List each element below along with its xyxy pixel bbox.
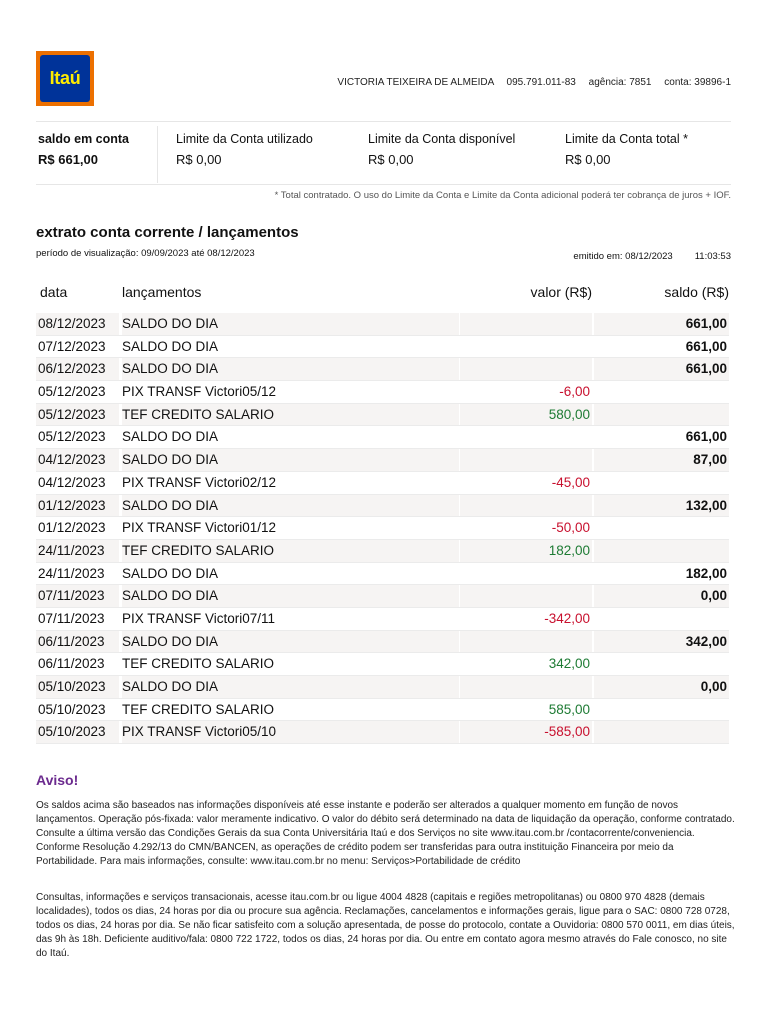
notice-title: Aviso! [36, 772, 79, 788]
statement-emitted [573, 251, 731, 262]
row-description: SALDO DO DIA [122, 358, 459, 380]
row-description: SALDO DO DIA [122, 676, 459, 698]
balance-summary [36, 126, 731, 183]
table-row [36, 336, 729, 359]
table-row [36, 676, 729, 699]
row-date: 04/12/2023 [38, 474, 106, 490]
row-value [460, 358, 592, 380]
row-date: 05/12/2023 [36, 404, 119, 426]
account-agency: agência: 7851 [588, 77, 652, 88]
row-description: SALDO DO DIA [122, 585, 459, 607]
row-balance [594, 381, 729, 403]
row-balance [594, 653, 729, 675]
row-date: 06/11/2023 [36, 631, 119, 653]
row-description: TEF CREDITO SALARIO [122, 404, 459, 426]
row-date: 05/12/2023 [38, 384, 106, 400]
column-value: valor (R$) [530, 284, 592, 300]
table-row [36, 653, 729, 676]
row-balance [594, 699, 729, 721]
table-row [36, 404, 729, 427]
row-balance [594, 540, 729, 562]
row-value [460, 585, 592, 607]
row-description: PIX TRANSF Victori05/10 [122, 721, 459, 743]
limit-footnote: * Total contratado. O uso do Limite da Conta e Limite da Conta adicional poderá ter cobrança de juros + IOF. [274, 190, 731, 201]
divider [36, 121, 731, 122]
table-row [36, 381, 729, 404]
row-balance: 87,00 [594, 449, 729, 471]
row-value [460, 313, 592, 335]
notice-text: Os saldos acima são baseados nas informações disponíveis até esse instante e poderão ser alterados a qualquer momento em função de novos lançamentos. Operação pós-fixada: valor meramente indicativo. O valor do débito será determinado na data de liquidação da operação, conforme contratado. Consulte a última versão das Condições Gerais da sua Conta Universitária Itaú e dos Serviços no site www.itau.com.br /contacorrente/conveniencia. Conforme Resolução 4.292/13 do CMN/BANCEN, as operações de crédito podem ser transferidas para outra instituição Financeira por meio da Portabilidade. Para mais informações, consulte: www.itau.com.br no menu: Serviços>Portabilidade de crédito [36, 800, 735, 867]
row-balance [594, 472, 729, 494]
summary-divider [157, 126, 158, 183]
row-description: PIX TRANSF Victori07/11 [122, 610, 276, 626]
row-value: -50,00 [551, 520, 590, 536]
row-value: -342,00 [544, 610, 590, 626]
row-description: SALDO DO DIA [122, 631, 459, 653]
row-description: PIX TRANSF Victori05/12 [122, 384, 277, 400]
row-description: TEF CREDITO SALARIO [122, 540, 459, 562]
summary-limit-used [176, 126, 313, 183]
itau-logo [36, 51, 94, 106]
table-row [36, 540, 729, 563]
summary-value: R$ 661,00 [38, 152, 98, 167]
row-date: 24/11/2023 [36, 540, 119, 562]
row-description: SALDO DO DIA [122, 449, 459, 471]
row-description: SALDO DO DIA [122, 429, 219, 445]
row-value: -585,00 [460, 721, 592, 743]
row-description: SALDO DO DIA [122, 495, 459, 517]
row-value: -6,00 [559, 384, 590, 400]
row-balance: 661,00 [685, 338, 727, 354]
statement-table-body [36, 313, 729, 744]
row-balance [594, 517, 729, 539]
row-date: 07/11/2023 [36, 585, 119, 607]
row-description: TEF CREDITO SALARIO [122, 701, 275, 717]
row-date: 08/12/2023 [36, 313, 119, 335]
row-balance: 0,00 [594, 676, 729, 698]
row-value [460, 631, 592, 653]
table-row [36, 608, 729, 631]
row-value [460, 563, 592, 585]
table-row [36, 517, 729, 540]
account-holder-cpf: 095.791.011-83 [506, 77, 576, 88]
summary-value: R$ 0,00 [565, 152, 611, 167]
row-date: 01/12/2023 [36, 495, 119, 517]
row-description: SALDO DO DIA [122, 338, 219, 354]
table-row [36, 313, 729, 336]
row-date: 01/12/2023 [38, 520, 106, 536]
table-row [36, 563, 729, 586]
row-value [460, 336, 592, 358]
row-balance [594, 721, 729, 743]
row-description: SALDO DO DIA [122, 565, 219, 581]
account-holder-name: VICTORIA TEIXEIRA DE ALMEIDA [337, 77, 494, 88]
table-row [36, 426, 729, 449]
row-date: 05/10/2023 [38, 701, 106, 717]
statement-table-header [36, 284, 731, 304]
logo-text: Itaú [40, 55, 90, 102]
row-balance: 132,00 [594, 495, 729, 517]
emitted-date: emitido em: 08/12/2023 [573, 251, 673, 262]
summary-label: saldo em conta [38, 132, 129, 146]
table-row [36, 585, 729, 608]
column-balance: saldo (R$) [664, 284, 729, 300]
row-balance: 661,00 [594, 313, 729, 335]
summary-label: Limite da Conta utilizado [176, 132, 313, 146]
summary-limit-available [368, 126, 515, 183]
row-value: 585,00 [548, 701, 590, 717]
row-date: 07/11/2023 [38, 610, 105, 626]
row-value [460, 426, 592, 448]
summary-label: Limite da Conta disponível [368, 132, 516, 146]
row-balance [594, 404, 729, 426]
row-value: 182,00 [460, 540, 592, 562]
row-date: 07/12/2023 [38, 338, 106, 354]
row-value: -45,00 [551, 474, 590, 490]
summary-value: R$ 0,00 [176, 152, 222, 167]
divider [36, 184, 731, 185]
row-description: PIX TRANSF Victori02/12 [122, 474, 277, 490]
row-value [460, 495, 592, 517]
table-row [36, 631, 729, 654]
row-balance: 0,00 [594, 585, 729, 607]
table-row [36, 358, 729, 381]
column-description: lançamentos [122, 284, 202, 300]
row-date: 05/10/2023 [36, 721, 119, 743]
table-row [36, 699, 729, 722]
row-balance: 342,00 [594, 631, 729, 653]
row-date: 04/12/2023 [36, 449, 119, 471]
row-value: 580,00 [460, 404, 592, 426]
statement-period: período de visualização: 09/09/2023 até 08/12/2023 [36, 248, 255, 259]
row-date: 06/11/2023 [38, 656, 105, 672]
column-date: data [40, 284, 68, 300]
row-description: SALDO DO DIA [122, 313, 459, 335]
summary-limit-total [565, 126, 688, 183]
row-date: 24/11/2023 [38, 565, 105, 581]
row-description: PIX TRANSF Victori01/12 [122, 520, 277, 536]
row-balance [594, 608, 729, 630]
summary-label: Limite da Conta total * [565, 132, 688, 146]
row-value [460, 449, 592, 471]
row-value [460, 676, 592, 698]
statement-title: extrato conta corrente / lançamentos [36, 224, 299, 241]
table-row [36, 449, 729, 472]
summary-balance [38, 126, 129, 183]
table-row [36, 472, 729, 495]
row-balance: 661,00 [685, 429, 727, 445]
summary-value: R$ 0,00 [368, 152, 414, 167]
row-value: 342,00 [548, 656, 590, 672]
row-date: 05/10/2023 [36, 676, 119, 698]
row-date: 06/12/2023 [36, 358, 119, 380]
row-balance: 182,00 [685, 565, 727, 581]
row-description: TEF CREDITO SALARIO [122, 656, 275, 672]
row-date: 05/12/2023 [38, 429, 106, 445]
table-row [36, 495, 729, 518]
table-row [36, 721, 729, 744]
contact-text: Consultas, informações e serviços transacionais, acesse itau.com.br ou ligue 4004 4828 (capitais e regiões metropolitanas) ou 0800 970 4828 (demais localidades), todos os dias, 24 horas por dia ou procure sua agência. Reclamações, cancelamentos e informações gerais, ligue para o SAC: 0800 728 0728, todos os dias, 24 horas por dia. Se não ficar satisfeito com a solução apresentada, de posse do protocolo, contate a Ouvidoria: 0800 570 0011, em dias úteis, das 9h às 18h. Deficiente auditivo/fala: 0800 722 1722, todos os dias, 24 horas por dia. Ou entre em contato agora mesmo através do Fale conosco, no site do Itaú. [36, 892, 735, 959]
account-header [327, 77, 731, 88]
emitted-time: 11:03:53 [694, 251, 731, 262]
account-number: conta: 39896-1 [664, 77, 731, 88]
row-balance: 661,00 [594, 358, 729, 380]
